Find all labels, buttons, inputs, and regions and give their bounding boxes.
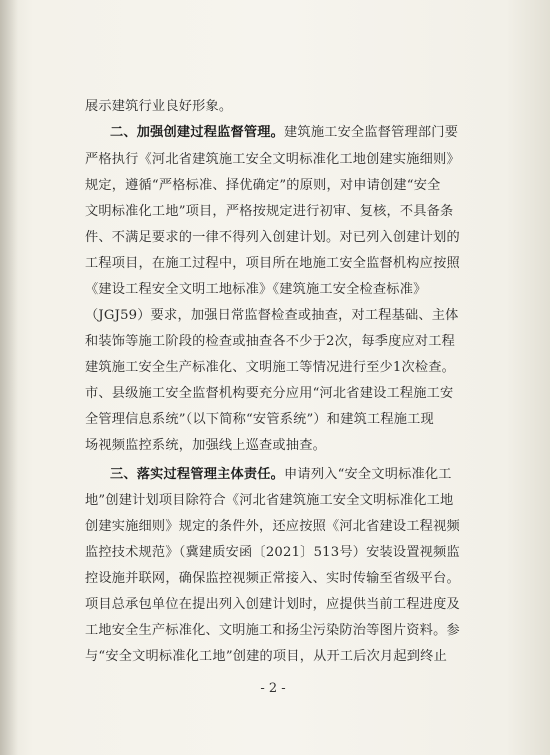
- line-text: 规定，遵循“严格标准、择优确定”的原则，对申请创建“安全: [85, 178, 441, 193]
- paragraph-line: [85, 255, 477, 273]
- line-text: 件、不满足要求的一律不得列入创建计划。对已列入创建计划的: [85, 230, 460, 245]
- line-text: 与“安全文明标准化工地”创建的项目，从开工后次月起到终止: [85, 649, 447, 664]
- section-heading: 二、加强创建过程监督管理。: [110, 125, 285, 140]
- paragraph-line: [85, 333, 477, 351]
- paragraph-line: [85, 596, 477, 614]
- paragraph-line: [85, 229, 477, 247]
- page-number: - 2 -: [260, 681, 286, 696]
- line-text: 申请列入“安全文明标准化工: [284, 467, 452, 482]
- line-text: 市、县级施工安全监督机构要充分应用“河北省建设工程施工安: [85, 386, 454, 401]
- paragraph-line: [85, 411, 477, 429]
- paragraph-line: [85, 359, 477, 377]
- paragraph-line: [85, 518, 477, 536]
- line-text: 地”创建计划项目除符合《河北省建筑施工安全文明标准化工地: [85, 493, 454, 508]
- section-heading: 三、落实过程管理主体责任。: [110, 467, 285, 482]
- line-text: 监控技术规范》（冀建质安函〔2021〕513号）安装设置视频监: [85, 545, 460, 560]
- line-text: 工地安全生产标准化、文明施工和扬尘污染防治等图片资料。参: [85, 623, 460, 638]
- line-text: 建筑施工安全监督管理部门要: [284, 125, 459, 140]
- line-text: 展示建筑行业良好形象。: [85, 99, 233, 114]
- paragraph-line: [85, 385, 477, 403]
- paragraph-line: [110, 466, 477, 484]
- paragraph-line: [85, 437, 477, 455]
- line-text: 严格执行《河北省建筑施工安全文明标准化工地创建实施细则》: [85, 152, 460, 167]
- paragraph-line: [85, 622, 477, 640]
- paragraph-line: [85, 307, 477, 325]
- paragraph-line: [85, 544, 477, 562]
- line-text: 文明标准化工地”项目，严格按规定进行初审、复核，不具备条: [85, 204, 454, 219]
- paragraph-line: [85, 151, 477, 169]
- paragraph-line: [85, 203, 477, 221]
- line-text: 项目总承包单位在提出列入创建计划时，应提供当前工程进度及: [85, 597, 460, 612]
- paragraph-line: [85, 281, 477, 299]
- line-text: 全管理信息系统”（以下简称“安管系统”）和建筑工程施工现: [85, 412, 434, 427]
- line-text: （JGJ59）要求，加强日常监督检查或抽查，对工程基础、主体: [85, 308, 459, 323]
- line-text: 场视频监控系统，加强线上巡查或抽查。: [85, 438, 326, 453]
- line-text: 和装饰等施工阶段的检查或抽查各不少于2次，每季度应对工程: [85, 334, 456, 349]
- paragraph-line: [85, 177, 477, 195]
- line-text: 控设施并联网，确保监控视频正常接入、实时传输至省级平台。: [85, 571, 460, 586]
- line-text: 创建实施细则》规定的条件外，还应按照《河北省建设工程视频: [85, 519, 460, 534]
- line-text: 工程项目，在施工过程中，项目所在地施工安全监督机构应按照: [85, 256, 460, 271]
- line-text: 《建设工程安全文明工地标准》《建筑施工安全检查标准》: [85, 282, 427, 297]
- paragraph-line: [85, 648, 477, 666]
- line-text: 建筑施工安全生产标准化、文明施工等情况进行至少1次检查。: [85, 360, 456, 375]
- paragraph-line: [85, 98, 477, 116]
- paragraph-line: [85, 492, 477, 510]
- paragraph-line: [85, 570, 477, 588]
- paragraph-line: [110, 124, 477, 142]
